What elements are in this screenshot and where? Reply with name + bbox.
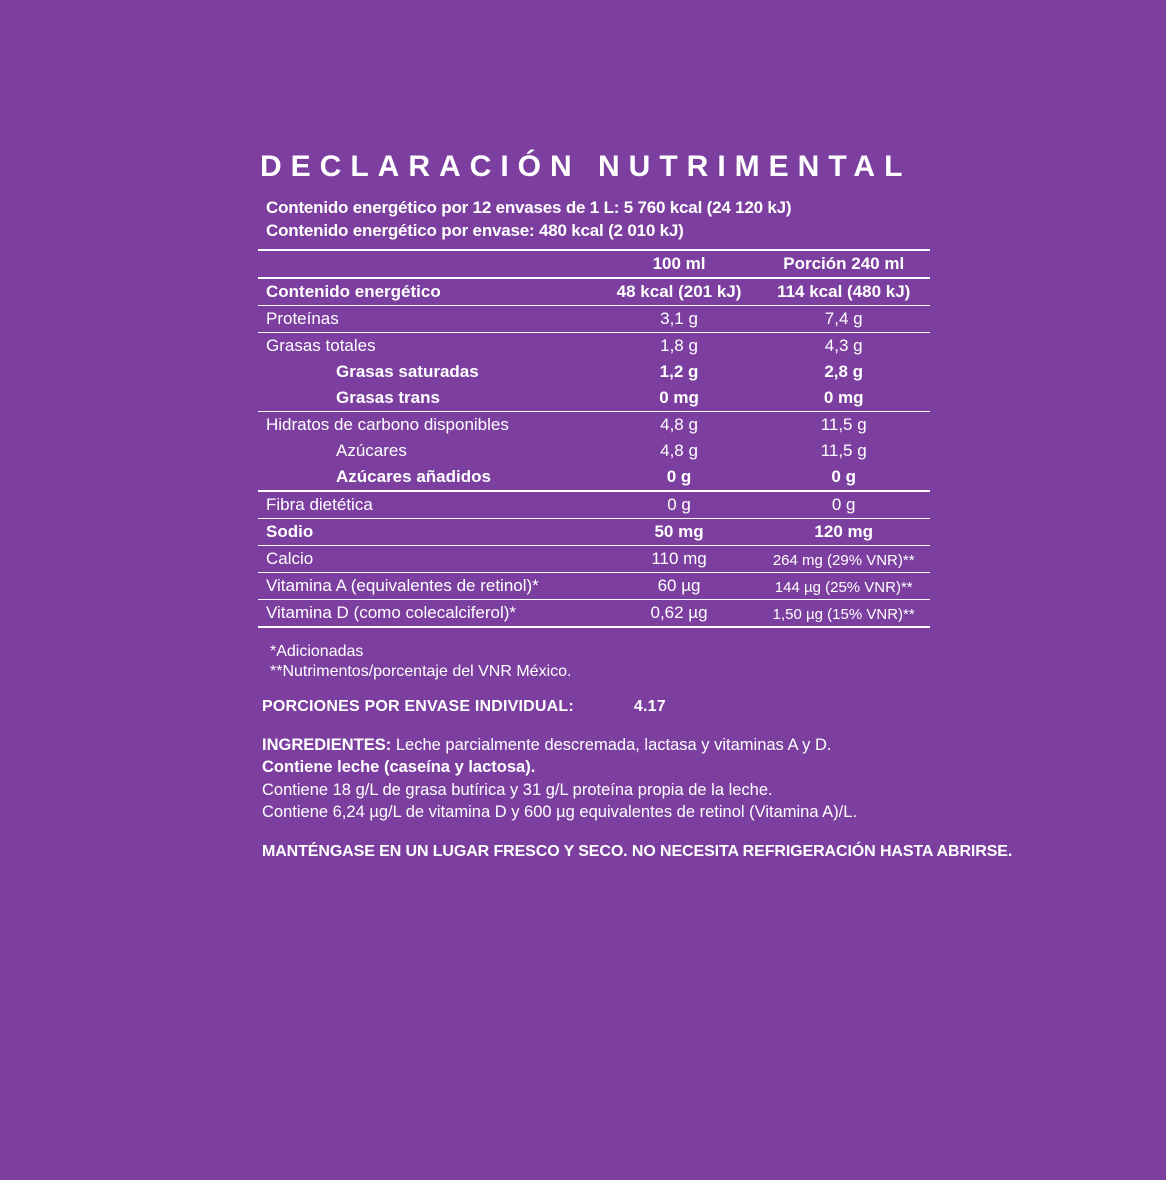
row-label: Grasas trans xyxy=(336,388,440,407)
table-header-row xyxy=(258,250,930,278)
row-label: Contenido energético xyxy=(258,278,601,306)
footnote-adicionadas: *Adicionadas xyxy=(270,643,364,660)
storage-instructions: MANTÉNGASE EN UN LUGAR FRESCO Y SECO. NO NECESITA REFRIGERACIÓN HASTA ABRIRSE. xyxy=(262,843,1013,861)
header-per-100ml: 100 ml xyxy=(601,250,758,278)
table-row xyxy=(258,546,930,573)
header-nutrient xyxy=(258,250,601,278)
table-row xyxy=(258,600,930,628)
table-row xyxy=(258,359,930,385)
table-row xyxy=(258,464,930,491)
footnote-vnr: **Nutrimentos/porcentaje del VNR México. xyxy=(270,663,572,680)
row-per-100ml: 110 mg xyxy=(601,546,758,573)
table-row xyxy=(258,385,930,412)
contains-vitamind-line: Contiene 6,24 µg/L de vitamina D y 600 µg equivalentes de retinol (Vitamina A)/L. xyxy=(262,802,858,821)
portions-per-package xyxy=(258,698,930,716)
table-row xyxy=(258,278,930,306)
table-row xyxy=(258,573,930,600)
energy-total-line: Contenido energético por 12 envases de 1 L: 5 760 kcal (24 120 kJ) xyxy=(266,198,792,217)
row-label: Sodio xyxy=(258,519,601,546)
row-label: Grasas totales xyxy=(258,333,601,360)
energy-per-pack-line: Contenido energético por envase: 480 kcal (2 010 kJ) xyxy=(266,221,684,240)
table-row xyxy=(258,306,930,333)
row-portion: 0 g xyxy=(831,467,856,486)
row-per-100ml: 48 kcal (201 kJ) xyxy=(601,278,758,306)
row-per-100ml: 0,62 µg xyxy=(601,600,758,628)
row-per-100ml: 4,8 g xyxy=(660,441,698,460)
table-bottom-rule xyxy=(258,627,930,634)
row-label: Azúcares xyxy=(336,441,407,460)
nutrition-table xyxy=(258,249,930,634)
portions-value: 4.17 xyxy=(633,698,666,715)
row-label: Vitamina A (equivalentes de retinol)* xyxy=(258,573,601,600)
footnotes xyxy=(258,642,930,682)
row-portion: 11,5 g xyxy=(757,412,930,439)
table-row xyxy=(258,412,930,439)
portions-label: PORCIONES POR ENVASE INDIVIDUAL: xyxy=(262,698,574,715)
table-row xyxy=(258,519,930,546)
row-portion: 0 g xyxy=(757,491,930,519)
ingredients-label: INGREDIENTES: xyxy=(262,736,392,754)
row-per-100ml: 60 µg xyxy=(601,573,758,600)
row-per-100ml: 3,1 g xyxy=(601,306,758,333)
row-portion: 7,4 g xyxy=(757,306,930,333)
row-portion: 4,3 g xyxy=(757,333,930,360)
row-per-100ml: 50 mg xyxy=(601,519,758,546)
row-portion: 120 mg xyxy=(757,519,930,546)
row-label: Vitamina D (como colecalciferol)* xyxy=(258,600,601,628)
nutrition-label-panel xyxy=(258,150,1013,861)
row-portion: 264 mg (29% VNR)** xyxy=(757,546,930,573)
ingredients-line xyxy=(262,734,930,756)
row-per-100ml: 0 g xyxy=(666,467,692,486)
row-per-100ml: 0 g xyxy=(601,491,758,519)
row-per-100ml: 1,2 g xyxy=(659,362,699,381)
header-portion: Porción 240 ml xyxy=(757,250,930,278)
row-label: Grasas saturadas xyxy=(336,362,479,381)
row-label: Proteínas xyxy=(258,306,601,333)
row-label: Hidratos de carbono disponibles xyxy=(258,412,601,439)
row-per-100ml: 0 mg xyxy=(659,388,699,407)
table-row xyxy=(258,438,930,464)
row-label: Fibra dietética xyxy=(258,491,601,519)
row-portion: 2,8 g xyxy=(824,362,864,381)
page-title: DECLARACIÓN NUTRIMENTAL xyxy=(260,150,912,183)
ingredients-block xyxy=(258,734,930,823)
row-label: Calcio xyxy=(258,546,601,573)
row-portion: 0 mg xyxy=(823,388,864,407)
table-row xyxy=(258,333,930,360)
row-portion: 144 µg (25% VNR)** xyxy=(757,573,930,600)
row-per-100ml: 1,8 g xyxy=(601,333,758,360)
ingredients-text: Leche parcialmente descremada, lactasa y vitaminas A y D. xyxy=(395,736,832,754)
row-label: Azúcares añadidos xyxy=(336,467,491,486)
table-row xyxy=(258,491,930,519)
contains-fat-line: Contiene 18 g/L de grasa butírica y 31 g/L proteína propia de la leche. xyxy=(262,780,773,799)
row-portion: 114 kcal (480 kJ) xyxy=(757,278,930,306)
row-portion: 1,50 µg (15% VNR)** xyxy=(757,600,930,628)
row-portion: 11,5 g xyxy=(820,441,867,460)
contains-milk-line: Contiene leche (caseína y lactosa). xyxy=(262,758,536,777)
row-per-100ml: 4,8 g xyxy=(601,412,758,439)
